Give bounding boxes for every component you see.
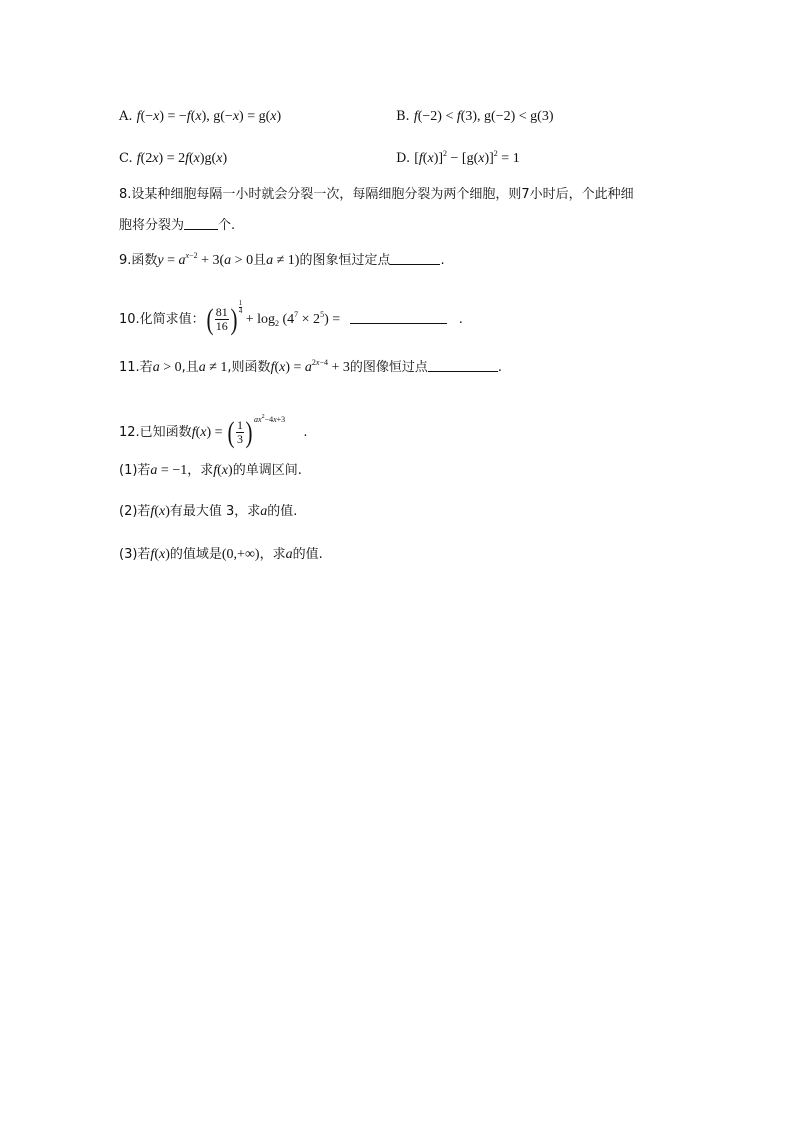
sub-question-3: (3)若f(x)的值域是(0,+∞)，求a的值.: [119, 547, 323, 562]
sub-1-mid: ，求: [187, 463, 214, 478]
fraction-81-16: $\frac{81}{16}$: [215, 305, 228, 333]
sub-3-label: (3)若: [119, 547, 151, 562]
answer-blank: [428, 359, 498, 372]
option-c: C. f(2x) = 2f(x)g(x): [119, 151, 228, 166]
option-a-formula: f: [136, 109, 141, 124]
question-9-end: .: [440, 253, 445, 268]
sub-1-label: (1)若: [119, 463, 151, 478]
answer-blank: [184, 217, 218, 230]
question-9-formula: y: [157, 253, 164, 268]
option-c-formula: f: [136, 151, 141, 166]
question-9: 9.函数$y = a^{x-2} + 3(a > 0$且a ≠ 1)的图象恒过定点 .: [119, 251, 445, 268]
left-paren: (: [227, 415, 235, 449]
question-8-text-b: 个.: [218, 218, 236, 233]
option-d-formula: [: [414, 151, 419, 166]
sub-2-mid: 有最大值 3，求: [169, 504, 261, 519]
question-12-prefix: 12.已知函数: [119, 425, 192, 440]
option-b: B. f(−2) < f(3), g(−2) < g(3): [396, 109, 554, 124]
right-paren: ): [245, 415, 253, 449]
exponent-one-quarter: $\frac{1}{4}$: [238, 299, 243, 315]
question-10-prefix: 10.化简求值：: [119, 312, 205, 327]
option-c-label: C.: [119, 151, 133, 166]
question-10-end: .: [458, 312, 463, 327]
exponent: $ax^2-4x+3$: [254, 414, 286, 424]
option-b-label: B.: [396, 109, 410, 124]
question-11-mid1: ,且: [181, 360, 199, 375]
answer-blank: [390, 252, 440, 265]
option-a: A. f(−x) = −f(x), g(−x) = g(x): [119, 109, 282, 124]
option-b-formula: f: [413, 109, 418, 124]
question-8-text-a: 胞将分裂为: [119, 218, 185, 233]
question-11: 11.若a > 0,且a ≠ 1,则函数$f(x) = a^{2x-4} + 3$的图像恒过点 .: [119, 358, 503, 375]
sub-3-suffix: 的值.: [292, 547, 323, 562]
question-11-mid2: ,则函数: [227, 360, 271, 375]
question-11-suffix: 的图像恒过点: [349, 360, 428, 375]
sub-1-suffix: 的单调区间.: [232, 463, 302, 478]
question-9-mid: 且: [253, 253, 267, 268]
right-paren: ): [230, 302, 238, 336]
sub-question-2: (2)若f(x)有最大值 3，求a的值.: [119, 504, 298, 519]
left-paren: (: [206, 302, 214, 336]
sub-2-suffix: 的值.: [267, 504, 298, 519]
sub-3-mid2: ，求: [259, 547, 286, 562]
sub-3-mid: 的值域是: [169, 547, 222, 562]
sub-question-1: (1)若a = −1，求f(x)的单调区间.: [119, 463, 302, 478]
question-12-end: .: [303, 425, 308, 440]
answer-blank: [350, 311, 447, 324]
question-9-prefix: 9.函数: [119, 253, 158, 268]
question-10: 10.化简求值：( $\frac{81}{16}$ ) $\frac{1}{4}$ + $\log_2 (4^7 \times 2^5)$ = .: [119, 299, 463, 336]
sub-2-label: (2)若: [119, 504, 151, 519]
question-11-prefix: 11.若: [119, 360, 153, 375]
question-8-line-1: 8.设某种细胞每隔一小时就会分裂一次，每隔细胞分裂为两个细胞，则7小时后，个此种细: [119, 187, 634, 202]
option-d: D. $[f(x)]^2 - [g(x)]^2 = 1$: [396, 149, 520, 166]
fraction-one-third: $\frac{1}{3}$: [237, 418, 244, 446]
question-12: 12.已知函数f(x) = ( $\frac{1}{3}$ ) $ax^2-4x+3$ .: [119, 402, 307, 451]
option-d-label: D.: [396, 151, 411, 166]
option-a-label: A.: [119, 109, 133, 124]
question-9-suffix: 的图象恒过定点: [299, 253, 391, 268]
question-11-end: .: [497, 360, 503, 375]
question-8-line-2: [119, 217, 235, 235]
